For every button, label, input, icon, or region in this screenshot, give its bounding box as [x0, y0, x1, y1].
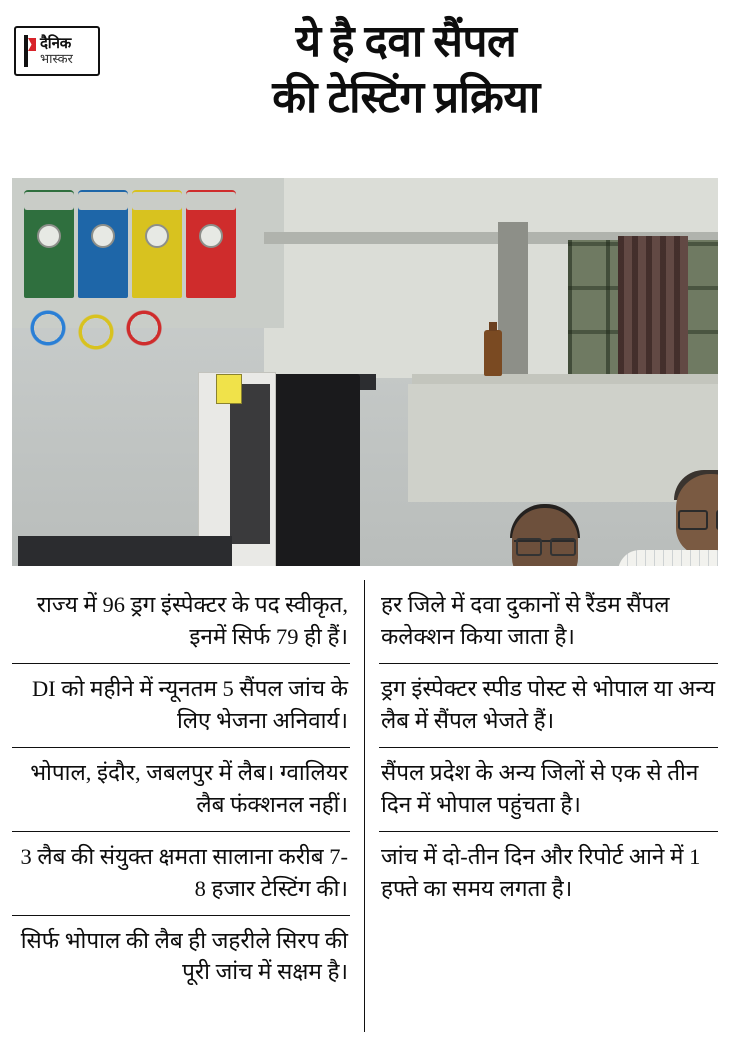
headline-line-1: ये है दवा सैंपल — [295, 17, 517, 66]
fact-item: राज्य में 96 ड्रग इंस्पेक्टर के पद स्वीकृत, इनमें सिर्फ 79 ही हैं। — [12, 580, 350, 664]
headline-line-2: की टेस्टिंग प्रक्रिया — [272, 73, 540, 123]
fact-item: DI को महीने में न्यूनतम 5 सैंपल जांच के लिए भेजना अनिवार्य। — [12, 664, 350, 748]
fact-item: जांच में दो-तीन दिन और रिपोर्ट आने में 1 हफ्ते का समय लगता है। — [381, 843, 701, 901]
lab-photo — [12, 178, 718, 566]
brand-name — [40, 36, 73, 66]
fact-item: ड्रग इंस्पेक्टर स्पीड पोस्ट से भोपाल या अन्य लैब में सैंपल भेजते हैं। — [379, 664, 718, 748]
fact-item: हर जिले में दवा दुकानों से रैंडम सैंपल कलेक्शन किया जाता है। — [379, 580, 718, 664]
header — [0, 0, 730, 178]
fact-item: भोपाल, इंदौर, जबलपुर में लैब। ग्वालियर लैब फंक्शनल नहीं। — [12, 748, 350, 832]
brand-name-line1: दैनिक — [40, 35, 72, 52]
dainik-bhaskar-logo-icon — [20, 35, 36, 67]
facts-column-left — [12, 580, 365, 1032]
brand-logo[interactable] — [14, 26, 100, 76]
page-title — [100, 14, 718, 127]
facts-column-right — [365, 580, 718, 1032]
facts-grid — [12, 580, 718, 1032]
fact-item: सैंपल प्रदेश के अन्य जिलों से एक से तीन दिन में भोपाल पहुंचता है। — [379, 748, 718, 832]
fact-item: 3 लैब की संयुक्त क्षमता सालाना करीब 7-8 हजार टेस्टिंग की। — [12, 832, 350, 916]
brand-name-line2: भास्कर — [40, 51, 73, 67]
fact-item: सिर्फ भोपाल की लैब ही जहरीले सिरप की पूरी जांच में सक्षम है। — [20, 927, 348, 985]
